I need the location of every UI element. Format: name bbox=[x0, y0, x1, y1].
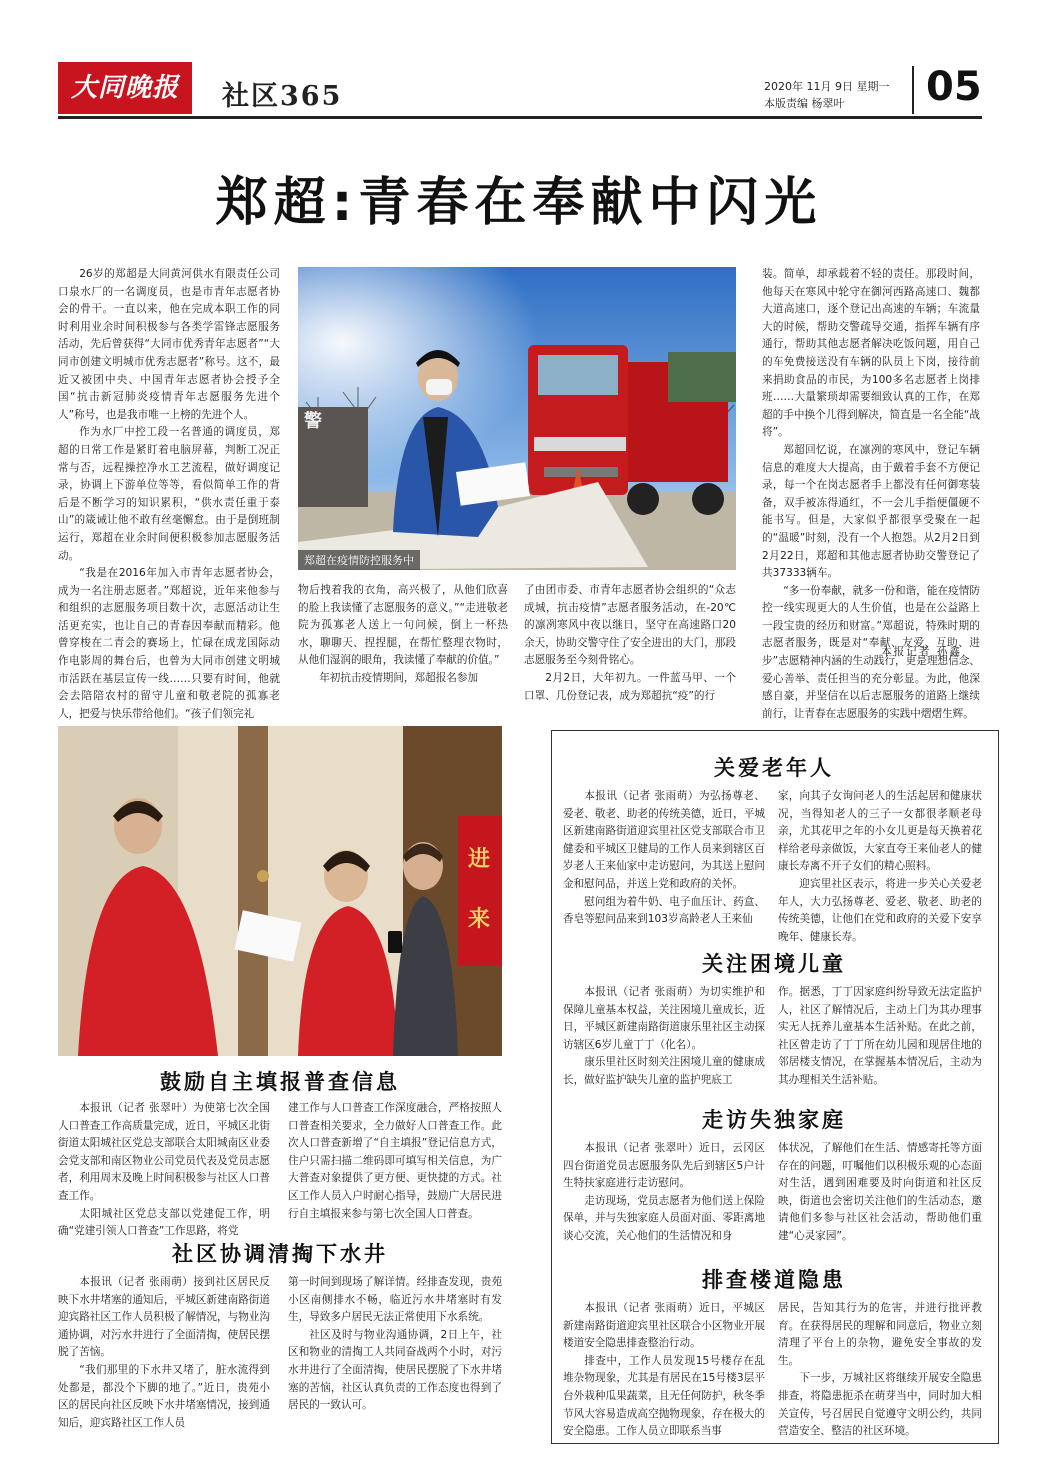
elderly-paragraph: 家，向其子女询问老人的生活起居和健康状况，当得知老人的三子一女都很孝顺老母亲，尤其花甲之年的小女儿更是每天换着花样给老母亲做饭，大家直夸王来仙老人的健康长寿离不开子女们的精心照料。 bbox=[778, 790, 982, 873]
elderly-paragraph: 迎宾里社区表示，将进一步关心关爱老年人，大力弘扬尊老、爱老、敬老、助老的传统美德，让他们在党和政府的关爱下安享晚年、健康长寿。 bbox=[778, 877, 982, 943]
lead-paragraph: 作为水厂中控工段一名普通的调度员，郑超的日常工作是紧盯着电脑屏幕，判断工况正常与否，远程操控净水工艺流程，做好调度记录，协调上下游单位等等，看似简单工作的背后是不断学习的知识累积，“供水责任重于泰山”的箴诫让他不敢有丝毫懈怠。由于是倒班制运行，郑超在业余时间便积极参加志愿服务活动。 bbox=[58, 426, 280, 562]
svg-text:进: 进 bbox=[468, 847, 491, 872]
header-rule bbox=[58, 116, 982, 119]
elderly-column-1 bbox=[563, 788, 765, 929]
visits-paragraph: 本报讯（记者 张翠叶）近日，云冈区四台街道党员志愿服务队先后到辖区5户计生特扶家庭进行走访慰问。 bbox=[563, 1142, 765, 1190]
sewer-paragraph: 社区及时与物业沟通协调，2日上午，社区和物业的清掏工人共同奋战两个小时，对污水井进行了全面清掏，使居民摆脱了下水井堵塞的苦恼，社区认真负责的工作态度也得到了居民的一致认可。 bbox=[288, 1328, 502, 1412]
lead-column-3 bbox=[524, 582, 736, 705]
lead-paragraph: 装。简单，却承载着不轻的责任。那段时间，他每天在寒风中轮守在御河西路高速口、魏都大道高速口，逐个登记出高速的车辆；车流量大的时候，帮助交警疏导交通，指挥车辆有序通行，帮助其他志愿者解决吃饭问题，用自己的车免费接送没有车辆的队员上下岗，接待前来捐助食品的市民，为100多名志愿者上岗排班……大量繁琐却需要细致认真的工作，在郑超的手中换个儿得到解决，简直是一名全能“战将”。 bbox=[762, 268, 980, 439]
elderly-paragraph: 慰问组为着牛奶、电子血压计、药盒、香皂等慰问品来到103岁高龄老人王来仙 bbox=[563, 895, 765, 926]
visits-column-1 bbox=[563, 1140, 765, 1246]
census-photo bbox=[58, 726, 502, 1056]
lead-paragraph: 物后拽着我的衣角，高兴极了，从他们欣喜的脸上我读懂了志愿服务的意义。”“走进敬老院为孤寡老人送上一句问候，倒上一杯热水，聊聊天、捏捏腿，在帮忙整理衣物时，从他们湿润的眼角，我读懂了奉献的价值。” bbox=[298, 584, 508, 667]
children-paragraph: 康乐里社区时刻关注困境儿童的健康成长，做好监护缺失儿童的监护兜底工 bbox=[563, 1056, 765, 1086]
volunteer-highway-photo bbox=[298, 267, 736, 570]
lead-headline: 郑超:青春在奉献中闪光 bbox=[215, 173, 823, 233]
children-paragraph: 作。据悉，丁丁因家庭纠纷导致无法定监护人，社区了解情况后，主动上门为其办理事实无人抚养儿童基本生活补贴。在此之前，社区曾走访了丁丁所在幼儿园和现居住地的邻居楼支情况，在掌握基本情况后，主动为其办理相关生活补贴。 bbox=[778, 986, 982, 1086]
header-divider bbox=[912, 66, 914, 114]
lead-paragraph: 郑超回忆说，在凛冽的寒风中，登记车辆信息的难度大大提高，由于戴着手套不方便记录，每一个在岗志愿者手上都没有任何御寒装备，双手被冻得通红，不一会儿手指便僵硬不能书写。但是，大家似乎都很享受聚在一起的“温暖”时刻，没有一个人抱怨。从2月2日到2月22日，郑超和其他志愿者协助交警登记了共37333辆车。 bbox=[762, 443, 980, 580]
svg-text:警: 警 bbox=[304, 411, 322, 432]
sewer-paragraph: 第一时间到现场了解详情。经排查发现，贵苑小区南侧排水不畅，临近污水井堵塞时有发生，导致多户居民无法正常使用下水系统。 bbox=[288, 1276, 502, 1324]
issue-meta bbox=[764, 78, 889, 112]
sewer-headline: 社区协调清掏下水井 bbox=[172, 1242, 388, 1266]
lead-paragraph: “我是在2016年加入市青年志愿者协会，成为一名注册志愿者。”郑超说，近年来他参与和组织的志愿服务项目数十次，志愿活动让生活更充实，也让自己的青春因奉献而精彩。他曾穿梭在二青会的赛场上，忙碌在成龙国际动作电影周的舞台后，也曾为大同市创建文明城市活跃在基层宣传一线……只要有时间，他就会去陪陪农村的留守儿童和敬老院的孤寡老人，把爱与快乐带给他们。“孩子们领完礼 bbox=[58, 567, 280, 720]
sewer-column-2 bbox=[288, 1274, 502, 1415]
stairs-column-2 bbox=[778, 1300, 982, 1441]
sewer-column-1 bbox=[58, 1274, 270, 1432]
masthead-logo: 大同晚报 bbox=[58, 62, 192, 114]
census-volunteers-photo bbox=[58, 726, 502, 1056]
children-column-1 bbox=[563, 984, 765, 1090]
census-column-2 bbox=[288, 1100, 502, 1223]
stairs-paragraph: 本报讯（记者 张雨萌）近日，平城区新建南路街道迎宾里社区联合小区物业开展楼道安全隐患排查整治行动。 bbox=[563, 1302, 765, 1350]
children-headline: 关注困境儿童 bbox=[702, 952, 846, 976]
visits-headline: 走访失独家庭 bbox=[702, 1108, 846, 1132]
elderly-column-2 bbox=[778, 788, 982, 946]
lead-paragraph: 26岁的郑超是大同黄河供水有限责任公司口泉水厂的一名调度员，也是市青年志愿者协会的骨干。一直以来，他在完成本职工作的同时利用业余时间积极参与各类学雷锋志愿服务活动，先后曾获得“大同市优秀青年志愿者”“大同市创建文明城市优秀志愿者”称号。这不，最近又被团中央、中国青年志愿者协会授予全国“抗击新冠肺炎疫情青年志愿服务先进个人”称号，也是我市唯一上榜的先进个人。 bbox=[58, 268, 280, 421]
lead-column-1 bbox=[58, 266, 280, 723]
sewer-paragraph: “我们那里的下水井又堵了，脏水流得到处都是，都没个下脚的地了。”近日，贵苑小区的居民向社区反映下水井堵塞情况，接到通知后，迎宾路社区工作人员 bbox=[58, 1363, 270, 1429]
svg-text:来: 来 bbox=[468, 907, 491, 932]
census-headline: 鼓励自主填报普查信息 bbox=[160, 1070, 400, 1094]
section-name: 社区365 bbox=[222, 81, 343, 112]
children-paragraph: 本报讯（记者 张雨萌）为切实维护和保障儿童基本权益，关注困境儿童成长，近日，平城区新建南路街道康乐里社区主动探访辖区6岁儿童丁丁（化名）。 bbox=[563, 986, 765, 1051]
visits-paragraph: 体状况，了解他们在生活、情感寄托等方面存在的问题，叮嘱他们以积极乐观的心态面对生活，遇到困难要及时向街道和社区反映，街道也会密切关注他们的生活动态，邀请他们多参与社区社会活动，帮助他们重建“心灵家园”。 bbox=[778, 1142, 982, 1242]
elderly-headline: 关爱老年人 bbox=[714, 756, 834, 780]
census-paragraph: 建工作与人口普查工作深度融合，严格按照人口普查相关要求，全力做好人口普查工作。此次人口普查新增了“自主填报”登记信息方式，住户只需扫描二维码即可填写相关信息，为广大普查对象提供了更方便、更快捷的方式。社区工作人员入户时耐心指导，鼓励广大居民进行自主填报来参与第七次全国人口普查。 bbox=[288, 1102, 502, 1220]
lead-byline: 本报记者 孙鑫 bbox=[881, 646, 962, 658]
lead-paragraph: “多一份奉献，就多一份和谐，能在疫情防控一线实现更大的人生价值，也是在公益路上一段宝贵的经历和财富。”郑超说，特殊时期的志愿者服务，既是对“奉献、友爱、互助、进步”志愿精神内涵的生动践行，更是理想信念、爱心善举、责任担当的充分彰显。为此，他深感自豪，并坚信在以后志愿服务的道路上继续前行，让青春在志愿服务的实践中熠熠生辉。 bbox=[762, 584, 980, 720]
census-column-1 bbox=[58, 1100, 270, 1241]
elderly-paragraph: 本报讯（记者 张雨萌）为弘扬尊老、爱老、敬老、助老的传统美德，近日，平城区新建南路街道迎宾里社区党支部联合市卫健委和平城区卫健局的工作人员来到辖区百岁老人王来仙家中走访慰问，为其送上慰问金和慰问品，并送上党和政府的关怀。 bbox=[563, 790, 765, 890]
photo-caption: 郑超在疫情防控服务中 bbox=[298, 550, 420, 570]
page-editor: 本版责编 杨翠叶 bbox=[764, 97, 845, 110]
sewer-paragraph: 本报讯（记者 张雨萌）接到社区居民反映下水井堵塞的通知后，平城区新建南路街道迎宾路社区工作人员积极了解情况，与物业沟通协调，对污水井进行了全面清掏，使居民摆脱了苦恼。 bbox=[58, 1276, 270, 1359]
lead-column-2 bbox=[298, 582, 508, 688]
stairs-paragraph: 下一步，万城社区将继续开展安全隐患排查，将隐患扼杀在萌芽当中，同时加大相关宣传，号召居民自觉遵守文明公约，共同营造安全、整洁的社区环境。 bbox=[778, 1372, 982, 1438]
visits-column-2 bbox=[778, 1140, 982, 1246]
stairs-headline: 排查楼道隐患 bbox=[702, 1268, 846, 1292]
census-paragraph: 本报讯（记者 张翠叶）为使第七次全国人口普查工作高质量完成，近日，平城区北街街道太阳城社区党总支部联合太阳城南区业委会党支部和南区物业公司党员代表及党员志愿者，利用周末及晚上时间积极参与社区人口普查工作。 bbox=[58, 1102, 270, 1202]
lead-photo bbox=[298, 267, 736, 570]
census-paragraph: 太阳城社区党总支部以党建促工作，明确“党建引领人口普查”工作思路，将党 bbox=[58, 1207, 270, 1238]
lead-paragraph: 年初抗击疫情期间，郑超报名参加 bbox=[319, 671, 479, 684]
page-number: 05 bbox=[926, 64, 982, 110]
stairs-paragraph: 排查中，工作人员发现15号楼存在乱堆杂物现象，尤其是有居民在15号楼3层平台外栽种瓜果蔬菜，且无任何防护，秋冬季节风大容易造成高空抛物现象，存在极大的安全隐患。工作人员立即联系当事 bbox=[563, 1354, 765, 1438]
issue-date: 2020年 11月 9日 星期一 bbox=[764, 80, 890, 93]
lead-paragraph: 了由团市委、市青年志愿者协会组织的“众志成城，抗击疫情”志愿者服务活动，在-20℃的凛冽寒风中夜以继日，坚守在高速路口20余天，协助交警守住了安全进出的大门，那段志愿服务至今刻骨铭心。 bbox=[524, 584, 736, 667]
stairs-column-1 bbox=[563, 1300, 765, 1441]
children-column-2 bbox=[778, 984, 982, 1090]
stairs-paragraph: 居民，告知其行为的危害，并进行批评教育。在获得居民的理解和同意后，物业立刻清理了平台上的杂物，避免安全事故的发生。 bbox=[778, 1302, 982, 1367]
visits-paragraph: 走访现场，党员志愿者为他们送上保险保单，并与失独家庭人员面对面、零距离地谈心交流，关心他们的生活情况和身 bbox=[563, 1194, 765, 1242]
lead-paragraph: 2月2日，大年初九。一件蓝马甲、一个口罩、几份登记表，成为郑超抗“疫”的行 bbox=[524, 671, 736, 702]
